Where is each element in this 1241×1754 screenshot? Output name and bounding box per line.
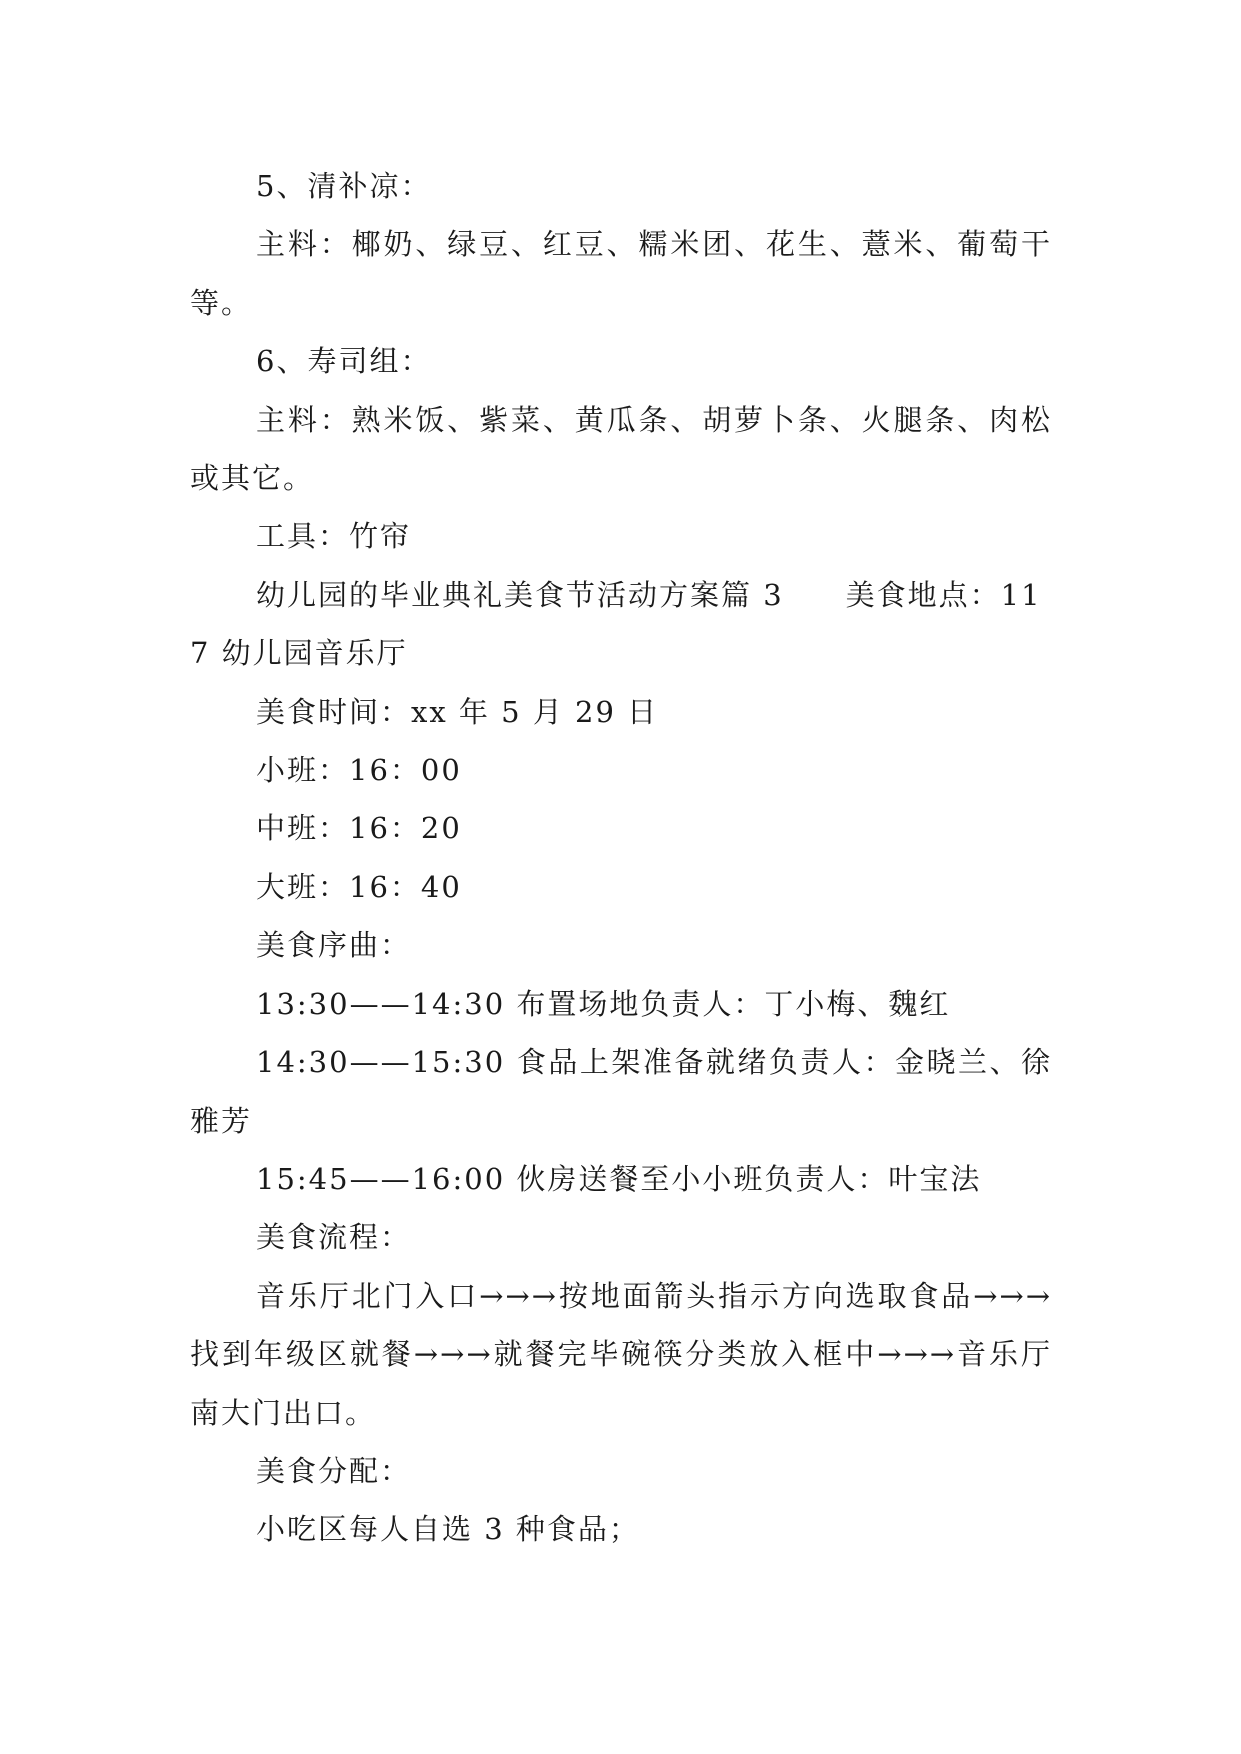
paragraph-small-class-time: 小班：16：00 (256, 753, 462, 788)
paragraph-prelude-item-1: 13:30——14:30 布置场地负责人：丁小梅、魏红 (256, 986, 951, 1021)
paragraph-middle-class-time: 中班：16：20 (256, 811, 462, 846)
paragraph-prelude-item-3: 15:45——16:00 伙房送餐至小小班负责人：叶宝法 (256, 1161, 982, 1196)
paragraph-prelude-item-2: 14:30——15:30 食品上架准备就绪负责人：金晓兰、徐雅芳 (190, 1045, 1052, 1138)
paragraph-process-title: 美食流程： (256, 1220, 412, 1255)
paragraph-section-5-title: 5、清补凉： (256, 169, 432, 203)
paragraph-process-steps: 音乐厅北门入口→→→按地面箭头指示方向选取食品→→→找到年级区就餐→→→就餐完毕碗筷分类放入框中→→→音乐厅南大门出口。 (190, 1278, 1052, 1430)
paragraph-section-6-title: 6、寿司组： (256, 344, 432, 379)
paragraph-section-5-ingredients: 主料：椰奶、绿豆、红豆、糯米团、花生、薏米、葡萄干等。 (190, 227, 1052, 320)
paragraph-allocation-snack: 小吃区每人自选 3 种食品； (256, 1512, 640, 1547)
paragraph-food-time: 美食时间：xx 年 5 月 29 日 (256, 694, 659, 729)
paragraph-plan-3-location (190, 566, 1052, 683)
document-body (190, 157, 1052, 1559)
paragraph-section-6-ingredients: 主料：熟米饭、紫菜、黄瓜条、胡萝卜条、火腿条、肉松或其它。 (190, 402, 1052, 496)
paragraph-prelude-title: 美食序曲： (256, 928, 412, 963)
paragraph-section-6-tools: 工具：竹帘 (256, 519, 412, 554)
paragraph-large-class-time: 大班：16：40 (256, 869, 462, 904)
food-location: 美食地点：117 幼儿园音乐厅 (190, 577, 1042, 671)
plan-title: 幼儿园的毕业典礼美食节活动方案篇 3 (256, 577, 784, 612)
paragraph-allocation-title: 美食分配： (256, 1453, 412, 1488)
